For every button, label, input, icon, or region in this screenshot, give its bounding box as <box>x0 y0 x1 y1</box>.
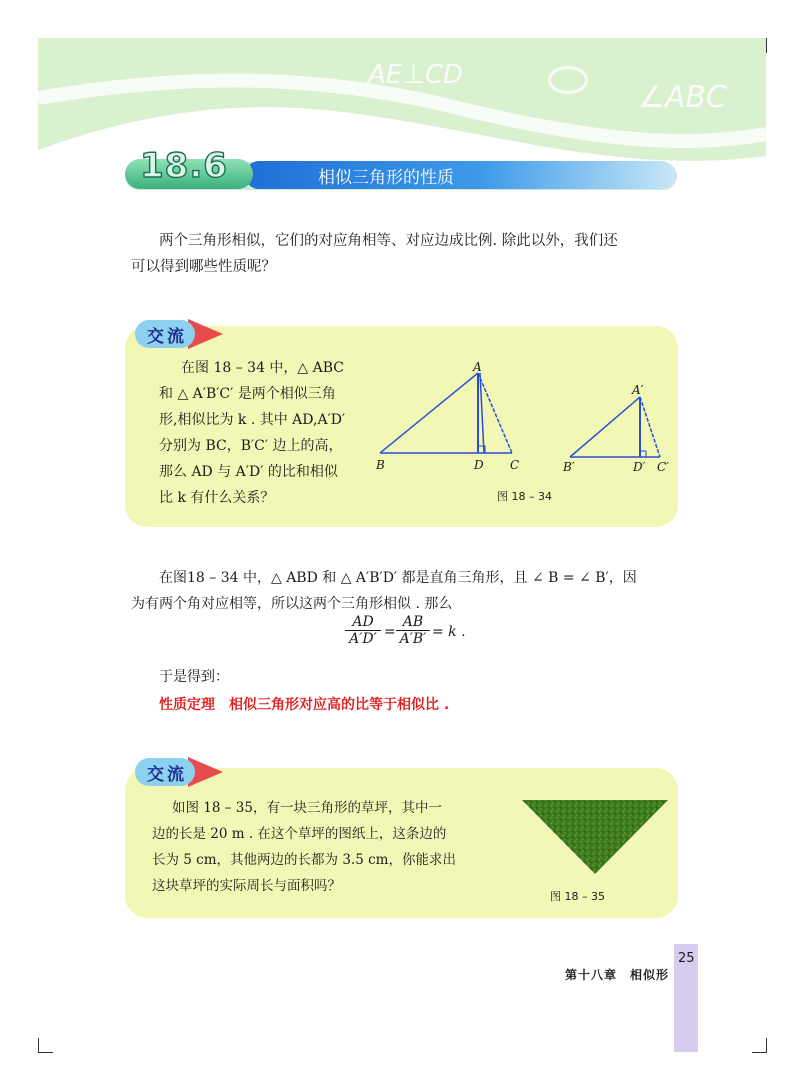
intro-line-2: 可以得到哪些性质呢？ <box>131 259 276 275</box>
intro-paragraph <box>131 228 699 280</box>
figure-18-34-caption: 图 18 – 34 <box>497 490 552 503</box>
page-number: 25 <box>678 951 695 966</box>
exchange-2-text <box>152 795 512 899</box>
fig-label-A: A <box>473 360 482 374</box>
fig-label-D: D <box>474 458 484 472</box>
fig-label-B-prime: B′ <box>563 460 575 474</box>
exchange-tag-2-label: 交流 <box>147 765 187 785</box>
fraction-1 <box>345 614 381 647</box>
section-title: 相似三角形的性质 <box>318 168 454 188</box>
equals-sign-1: = <box>384 624 396 640</box>
conclusion-intro: 于是得到： <box>159 669 229 685</box>
exchange-1-line-1: 在图 18 – 34 中，△ ABC <box>181 360 345 376</box>
exchange-1-line-6: 比 k 有什么关系？ <box>159 490 275 506</box>
exchange-1-line-2: 和 △ A′B′C′ 是两个相似三角 <box>159 386 336 402</box>
header-watermark-circle <box>548 66 588 94</box>
reasoning-line-2: 为有两个角对应相等，所以这两个三角形相似 . 那么 <box>131 596 453 612</box>
fraction-1-numerator: AD <box>352 614 374 630</box>
fraction-1-denominator: A′D′ <box>345 630 381 647</box>
exchange-1-text <box>159 355 379 511</box>
exchange-2-line-2: 边的长是 20 m . 在这个草坪的图纸上，这条边的 <box>152 826 447 842</box>
figure-18-35-caption: 图 18 – 35 <box>550 890 605 903</box>
exchange-2-line-4: 这块草坪的实际周长与面积吗？ <box>152 878 341 894</box>
exchange-1-line-3: 形,相似比为 k . 其中 AD,A′D′ <box>159 412 346 428</box>
exchange-2-line-3: 长为 5 cm，其他两边的长都为 3.5 cm，你能求出 <box>152 852 456 868</box>
fig-label-A-prime: A′ <box>632 383 644 397</box>
crop-mark-bottom-right <box>752 1038 767 1053</box>
section-number: 18.6 <box>140 146 228 186</box>
footer-chapter: 第十八章 相似形 <box>565 968 670 982</box>
figure-18-35-lawn <box>520 798 670 878</box>
reasoning-paragraph <box>131 565 691 617</box>
exchange-tag-1-label: 交流 <box>147 327 187 347</box>
fig-label-C-prime: C′ <box>657 460 669 474</box>
fig-label-D-prime: D′ <box>633 460 646 474</box>
fig-label-B: B <box>376 458 385 472</box>
header-watermark-2: ∠ABC <box>638 80 727 115</box>
exchange-1-line-4: 分别为 BC，B′C′ 边上的高， <box>159 438 343 454</box>
header-watermark-1: AE⊥CD <box>368 60 464 90</box>
intro-line-1: 两个三角形相似，它们的对应角相等、对应边成比例. 除此以外，我们还 <box>159 233 618 249</box>
fraction-2-numerator: AB <box>402 614 424 630</box>
fraction-2 <box>396 614 430 647</box>
exchange-1-line-5: 那么 AD 与 A′D′ 的比和相似 <box>159 464 338 480</box>
theorem-statement: 性质定理 相似三角形对应高的比等于相似比 . <box>159 697 450 713</box>
crop-mark-bottom-left <box>38 1038 53 1053</box>
exchange-2-line-1: 如图 18 – 35，有一块三角形的草坪，其中一 <box>172 800 442 816</box>
fig-label-C: C <box>510 458 520 472</box>
equals-k: = k . <box>432 624 466 640</box>
reasoning-line-1: 在图18 – 34 中，△ ABD 和 △ A′B′D′ 都是直角三角形，且 ∠ B = ∠ B′，因 <box>159 570 637 586</box>
fraction-2-denominator: A′B′ <box>396 630 430 647</box>
